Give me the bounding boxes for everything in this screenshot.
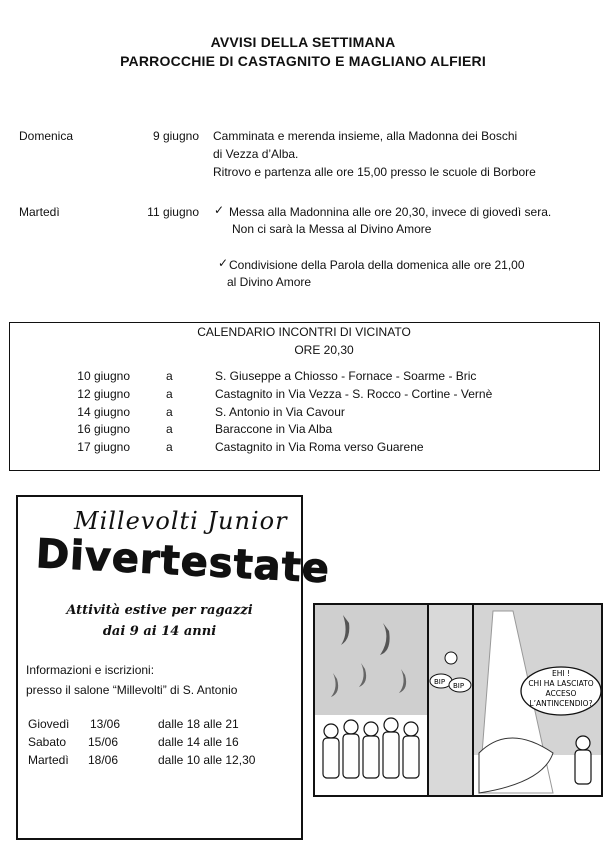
flyer-title: Divertestate (34, 531, 332, 593)
schedule-day: Giovedì (28, 717, 70, 731)
vicinato-sep: a (166, 369, 173, 383)
schedule-date: 13/06 (90, 717, 121, 731)
flyer-info: Informazioni e iscrizioni: (26, 663, 155, 677)
vicinato-place: Castagnito in Via Roma verso Guarene (215, 440, 424, 454)
event-text-line: Messa alla Madonnina alle ore 20,30, invece di giovedì sera. (229, 205, 552, 219)
vicinato-box (9, 322, 600, 471)
comic-bubble: BIP (434, 678, 446, 686)
vicinato-date: 10 giugno (77, 369, 130, 383)
event-day: Domenica (19, 129, 74, 143)
vicinato-place: S. Giuseppe a Chiosso - Fornace - Soarme - Bric (215, 369, 477, 383)
schedule-date: 18/06 (88, 753, 119, 767)
flyer-schedule-row (28, 717, 298, 735)
event-date: 11 giugno (147, 205, 199, 219)
flyer-subtitle: Attività estive per ragazzi (66, 603, 253, 618)
comic-speech-line: L’ANTINCENDIO? (529, 699, 593, 708)
divertestate-flyer (16, 495, 332, 840)
event-text-line: di Vezza d’Alba. (213, 147, 299, 161)
schedule-day: Martedì (28, 753, 69, 767)
flyer-info: presso il salone “Millevolti” di S. Antonio (26, 683, 238, 697)
comic-speech-line: EHI ! (552, 669, 570, 678)
comic-strip-illustration (313, 603, 603, 797)
event-date: 9 giugno (152, 129, 199, 143)
schedule-time: dalle 10 alle 12,30 (158, 753, 256, 767)
event-text-line: Ritrovo e partenza alle ore 15,00 presso le scuole di Borbore (213, 165, 536, 179)
checkmark-icon: ✓ (214, 203, 225, 217)
comic-drawing (313, 603, 603, 797)
schedule-date: 15/06 (88, 735, 119, 749)
vicinato-time: ORE 20,30 (294, 343, 354, 357)
flyer-schedule-row (28, 753, 298, 771)
flyer-brand: Millevolti Junior (74, 507, 288, 535)
vicinato-sep: a (166, 387, 173, 401)
page-subtitle: PARROCCHIE DI CASTAGNITO E MAGLIANO ALFIERI (120, 53, 486, 69)
comic-speech-line: CHI HA LASCIATO (528, 679, 594, 688)
schedule-time: dalle 14 alle 16 (158, 735, 239, 749)
vicinato-date: 16 giugno (77, 422, 130, 436)
vicinato-place: Castagnito in Via Vezza - S. Rocco - Cortine - Vernè (215, 387, 493, 401)
vicinato-date: 14 giugno (77, 405, 130, 419)
vicinato-sep: a (166, 440, 173, 454)
schedule-day: Sabato (28, 735, 67, 749)
vicinato-date: 12 giugno (77, 387, 130, 401)
comic-bubble: BIP (453, 682, 465, 690)
checkmark-icon: ✓ (218, 256, 229, 270)
flyer-schedule-row (28, 735, 298, 753)
vicinato-date: 17 giugno (77, 440, 130, 454)
event-text-line: al Divino Amore (227, 275, 312, 289)
event-text-line: Non ci sarà la Messa al Divino Amore (232, 222, 432, 236)
vicinato-sep: a (166, 422, 173, 436)
event-text-line: Condivisione della Parola della domenica alle ore 21,00 (229, 258, 525, 272)
schedule-time: dalle 18 alle 21 (158, 717, 239, 731)
event-text-line: Camminata e merenda insieme, alla Madonna dei Boschi (213, 129, 518, 143)
flyer-subtitle: dai 9 ai 14 anni (102, 624, 217, 639)
vicinato-place: S. Antonio in Via Cavour (215, 405, 345, 419)
vicinato-sep: a (166, 405, 173, 419)
page-title: AVVISI DELLA SETTIMANA (210, 34, 396, 50)
vicinato-title: CALENDARIO INCONTRI DI VICINATO (197, 325, 411, 339)
event-day: Martedì (19, 205, 60, 219)
vicinato-place: Baraccone in Via Alba (215, 422, 333, 436)
comic-speech-line: ACCESO (545, 689, 577, 698)
